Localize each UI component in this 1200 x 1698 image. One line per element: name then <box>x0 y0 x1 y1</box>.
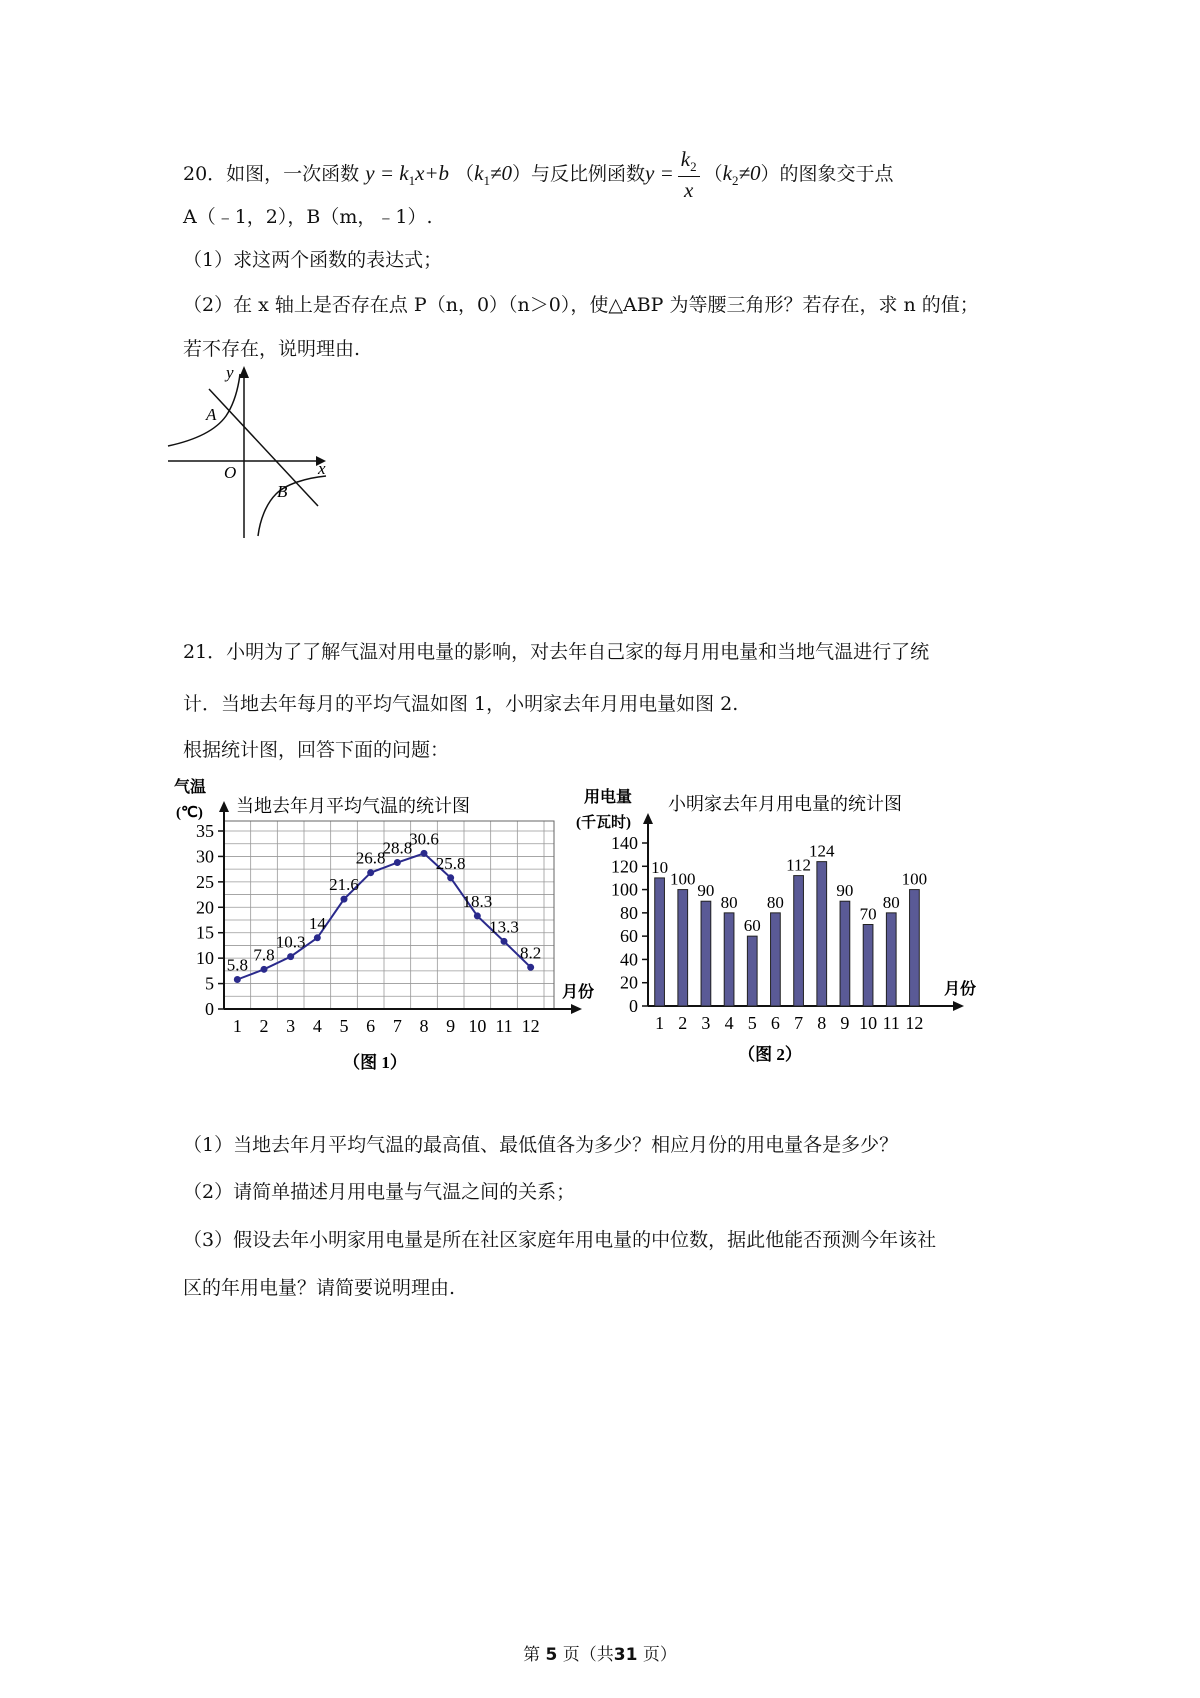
q20-mid: 与反比例函数 <box>531 163 646 185</box>
data-point <box>527 964 534 971</box>
data-label: 80 <box>720 892 738 912</box>
x-tick-label: 1 <box>655 1013 665 1033</box>
y-axis-unit: (千瓦时) <box>576 815 631 831</box>
data-label: 5.8 <box>226 955 248 975</box>
data-label: 10.3 <box>275 932 306 952</box>
data-label: 26.8 <box>355 848 386 868</box>
y-tick-label: 35 <box>196 821 214 841</box>
data-label: 14 <box>308 913 326 933</box>
bar <box>840 901 850 1006</box>
q20-statement-line2: A（﹣1，2），B（m，﹣1）. <box>183 206 433 228</box>
y-tick-label: 0 <box>629 996 638 1016</box>
data-point <box>421 850 428 857</box>
bar <box>724 913 734 1006</box>
page-number: 第 5 页（共31 页） <box>523 1645 677 1665</box>
data-label: 100 <box>901 869 928 889</box>
y-tick-label: 5 <box>205 973 214 994</box>
x-tick-label: 6 <box>770 1013 780 1033</box>
x-tick-label: 2 <box>678 1013 688 1033</box>
data-label: 18.3 <box>462 891 493 911</box>
x-tick-label: 9 <box>840 1013 850 1033</box>
x-tick-label: 10 <box>859 1013 878 1033</box>
y-axis-label: 气温 <box>174 779 207 796</box>
bar <box>794 876 804 1006</box>
q20-statement-line1: 20．如图，一次函数 $y = k_1x+b$ $(k_1\ne 0)$与反比例函数y = $\frac{k_2}{x}$ $(k_2\ne 0)$的图象交于点 <box>183 147 894 203</box>
bar <box>886 913 896 1006</box>
bar <box>771 913 781 1006</box>
q20-condition-k2: $k_2\ne 0$ <box>722 161 761 189</box>
linear-function-line <box>209 389 318 506</box>
q21-part2: （2）请简单描述月用电量与气温之间的关系； <box>183 1181 576 1203</box>
data-label: 100 <box>670 869 696 889</box>
graph-label-x: x <box>318 459 326 478</box>
y-axis-label: 用电量 <box>584 789 633 806</box>
data-point <box>394 859 401 866</box>
y-tick-label: 100 <box>611 879 638 900</box>
q20-prefix: 20．如图，一次函数 <box>183 163 360 185</box>
x-axis-arrow-icon <box>953 1001 964 1011</box>
bar <box>747 936 757 1006</box>
x-tick-label: 12 <box>521 1016 540 1036</box>
x-tick-label: 12 <box>905 1013 924 1033</box>
graph-label-origin: O <box>224 463 237 482</box>
q20-part1: （1）求这两个函数的表达式； <box>183 249 443 271</box>
data-label: 21.6 <box>329 875 359 895</box>
q21-part1: （1）当地去年月平均气温的最高值、最低值各为多少？相应月份的用电量各是多少？ <box>183 1134 899 1156</box>
y-tick-label: 20 <box>196 897 214 918</box>
graph-label-b: B <box>277 482 288 501</box>
electricity-bar-chart <box>576 782 1060 1092</box>
q21-part3: （3）假设去年小明家用电量是所在社区家庭年用电量的中位数，据此他能否预测今年该社 <box>183 1229 937 1251</box>
q20-condition-k1: $k_1\ne 0$ <box>474 161 512 189</box>
q20-linear-function: $y = k_1x+b$ <box>365 161 450 189</box>
x-tick-label: 3 <box>286 1016 296 1036</box>
y-tick-label: 20 <box>620 972 638 993</box>
x-axis-arrow-icon <box>571 1004 582 1014</box>
figure-caption: （图 1） <box>343 1053 407 1072</box>
q20-part2: （2）在 x 轴上是否存在点 P（n，0）（n＞0），使△ABP 为等腰三角形？若存在，求 n 的值； <box>183 294 979 316</box>
data-label: 10 <box>651 857 669 877</box>
data-label: 124 <box>809 841 835 861</box>
q21-statement-line3: 根据统计图，回答下面的问题： <box>183 739 450 761</box>
q20-part2-continued: 若不存在，说明理由. <box>183 338 361 360</box>
x-tick-label: 7 <box>794 1013 804 1033</box>
y-axis-arrow-icon <box>219 801 229 812</box>
bar <box>817 862 827 1006</box>
x-tick-label: 6 <box>366 1016 376 1036</box>
q21-statement-line2: 计．当地去年每月的平均气温如图 1，小明家去年月用电量如图 2. <box>183 693 739 715</box>
hyperbola-branch-lower-right <box>258 476 326 536</box>
data-point <box>341 896 348 903</box>
y-tick-label: 0 <box>205 999 214 1019</box>
y-tick-label: 15 <box>196 922 214 943</box>
data-label: 60 <box>743 916 761 936</box>
q20-inverse-function: y = $\frac{k_2}{x}$ <box>645 161 704 185</box>
data-label: 112 <box>786 855 812 875</box>
bar <box>910 890 920 1006</box>
figure-caption: （图 2） <box>738 1045 802 1064</box>
y-tick-label: 140 <box>611 833 638 853</box>
temperature-line-chart <box>170 780 610 1090</box>
y-axis-arrow-icon <box>643 813 653 824</box>
data-point <box>234 976 241 983</box>
data-label: 7.8 <box>253 945 275 965</box>
chart-title: 小明家去年月用电量的统计图 <box>668 794 902 814</box>
y-tick-label: 80 <box>620 902 638 923</box>
data-point <box>447 874 454 881</box>
y-tick-label: 120 <box>611 856 638 877</box>
data-point <box>367 869 374 876</box>
x-tick-label: 11 <box>495 1016 513 1036</box>
y-axis-unit: (℃) <box>176 805 203 821</box>
data-point <box>501 938 508 945</box>
x-tick-label: 7 <box>392 1016 402 1036</box>
data-label: 25.8 <box>435 853 466 873</box>
data-point <box>287 953 294 960</box>
data-label: 8.2 <box>520 943 542 963</box>
x-axis-label: 月份 <box>562 984 595 1001</box>
x-tick-label: 8 <box>817 1013 827 1033</box>
bar <box>701 901 711 1006</box>
x-tick-label: 11 <box>882 1013 900 1033</box>
x-tick-label: 8 <box>419 1016 429 1036</box>
x-tick-label: 5 <box>747 1013 757 1033</box>
y-tick-label: 10 <box>196 948 214 969</box>
data-label: 90 <box>836 881 854 901</box>
data-label: 80 <box>882 892 900 912</box>
x-tick-label: 4 <box>724 1013 734 1033</box>
data-point <box>474 912 481 919</box>
y-axis-arrow-icon <box>239 366 249 378</box>
q20-function-graph <box>166 362 346 540</box>
y-tick-label: 30 <box>196 846 214 867</box>
x-tick-label: 9 <box>446 1016 456 1036</box>
q20-suffix: 的图象交于点 <box>779 163 894 185</box>
x-tick-label: 1 <box>232 1016 242 1036</box>
data-point <box>314 934 321 941</box>
y-tick-label: 40 <box>620 949 638 970</box>
data-label: 70 <box>859 904 877 924</box>
data-label: 30.6 <box>409 829 439 849</box>
data-point <box>261 966 268 973</box>
x-tick-label: 2 <box>259 1016 269 1036</box>
bar <box>655 878 665 1006</box>
x-tick-label: 5 <box>339 1016 349 1036</box>
x-tick-label: 3 <box>701 1013 711 1033</box>
x-tick-label: 4 <box>312 1016 322 1036</box>
hyperbola-branch-upper-left <box>168 374 240 446</box>
data-label: 90 <box>697 881 715 901</box>
y-tick-label: 25 <box>196 871 214 892</box>
graph-label-y: y <box>226 363 234 382</box>
data-label: 80 <box>766 892 784 912</box>
data-label: 28.8 <box>382 838 413 858</box>
q21-statement-line1: 21．小明为了了解气温对用电量的影响，对去年自己家的每月用电量和当地气温进行了统 <box>183 641 930 663</box>
x-tick-label: 10 <box>468 1016 487 1036</box>
bar <box>678 890 688 1006</box>
chart-title: 当地去年月平均气温的统计图 <box>236 796 470 816</box>
graph-label-a: A <box>206 405 217 424</box>
bar <box>863 925 873 1007</box>
q21-part3-continued: 区的年用电量？请简要说明理由. <box>183 1277 456 1299</box>
y-tick-label: 60 <box>620 926 638 947</box>
data-label: 13.3 <box>489 917 519 937</box>
x-axis-label: 月份 <box>944 981 977 998</box>
